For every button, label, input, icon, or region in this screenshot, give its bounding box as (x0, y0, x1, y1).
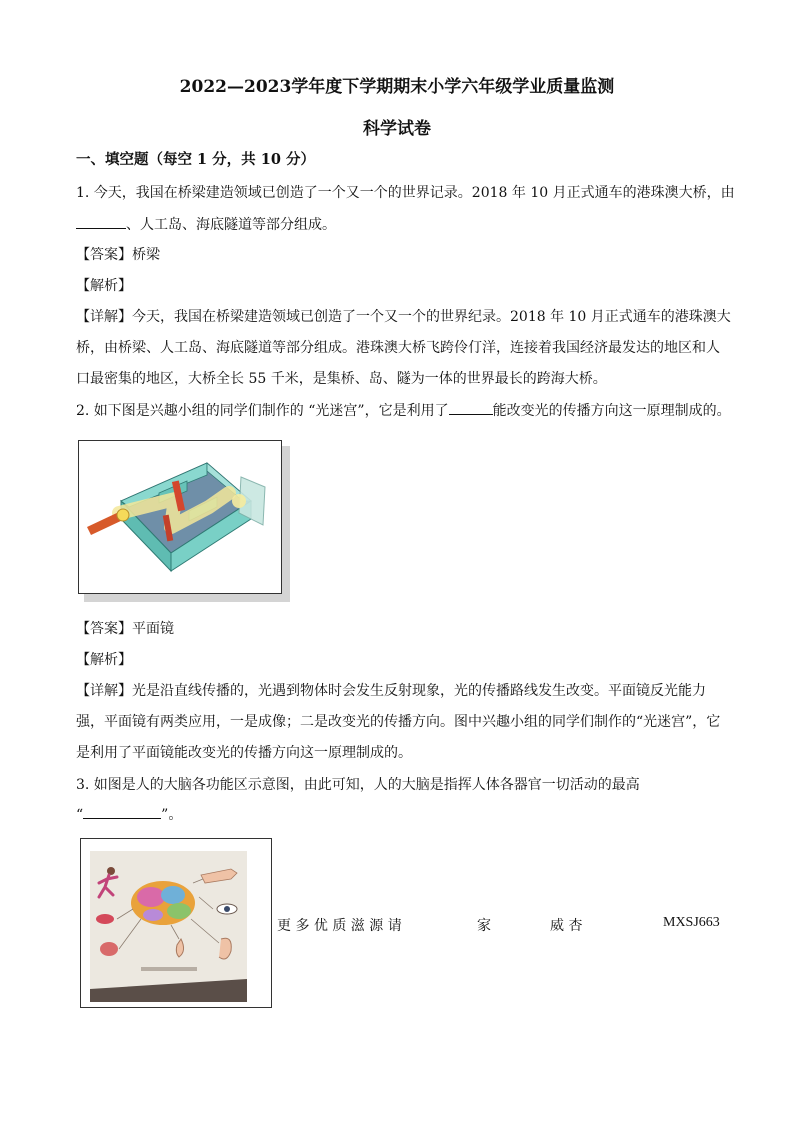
q1-answer-blank (76, 214, 126, 229)
promo-text-2: 家 (477, 918, 491, 934)
q1-answer-text: 桥梁 (132, 247, 160, 263)
q1-stem-line2: 、人工岛、海底隧道等部分组成。 (76, 214, 336, 235)
q2-answer-text: 平面镜 (132, 621, 174, 637)
brain-diagram-photo (80, 838, 272, 1008)
q1-analysis-tag: 【解析】 (76, 278, 132, 294)
page-subtitle: 科学试卷 (363, 119, 431, 139)
page-title: 2022—2023学年度下学期期末小学六年级学业质量监测 (179, 77, 615, 97)
q1-detail-line3: 口最密集的地区，大桥全长 55 千米，是集桥、岛、隧为一体的世界最长的跨海大桥。 (76, 371, 607, 387)
q2-detail-line3: 是利用了平面镜能改变光的传播方向这一原理制成的。 (76, 745, 412, 761)
q3-answer-blank (83, 804, 161, 819)
light-maze-figure (78, 440, 282, 594)
q2-analysis-tag: 【解析】 (76, 652, 132, 668)
q2-answer-blank (449, 400, 493, 415)
q2-detail-line1: 【详解】光是沿直线传播的，光遇到物体时会发生反射现象，光的传播路线发生改变。平面镜反光能力 (76, 683, 706, 699)
q1-answer (76, 245, 160, 265)
q1-detail-line1: 【详解】今天，我国在桥梁建造领域已创造了一个又一个的世界纪录。2018 年 10 月正式通车的港珠澳大 (76, 309, 731, 325)
answer-tag: 【答案】 (76, 247, 132, 263)
answer-tag: 【答案】 (76, 621, 132, 637)
detail-tag: 【详解】 (76, 683, 132, 699)
q1-detail-line2: 桥，由桥梁、人工岛、海底隧道等部分组成。港珠澳大桥飞跨伶仃洋，连接着我国经济最发达的地区和人 (76, 340, 720, 356)
q1-stem-line1: 1. 今天，我国在桥梁建造领域已创造了一个又一个的世界记录。2018 年 10 月正式通车的港珠澳大桥，由 (76, 185, 735, 201)
q3-stem-line2: “ ”。 (76, 804, 182, 825)
promo-text-3: 威 杏 (550, 918, 583, 934)
q2-detail-line2: 强，平面镜有两类应用，一是成像；二是改变光的传播方向。图中兴趣小组的同学们制作的“光迷宫”，它 (76, 714, 721, 730)
detail-tag: 【详解】 (76, 309, 132, 325)
q3-stem-line1: 3. 如图是人的大脑各功能区示意图，由此可知，人的大脑是指挥人体各器官一切活动的最高 (76, 777, 640, 793)
promo-text-1: 更 多 优 质 滋 源 请 (277, 918, 402, 934)
promo-code: MXSJ663 (663, 915, 720, 930)
section-heading: 一、填空题（每空 1 分，共 10 分） (76, 151, 315, 168)
q2-stem: 2. 如下图是兴趣小组的同学们制作的 “光迷宫”，它是利用了 能改变光的传播方向这一原理制成的。 (76, 400, 731, 421)
q2-answer (76, 619, 174, 639)
